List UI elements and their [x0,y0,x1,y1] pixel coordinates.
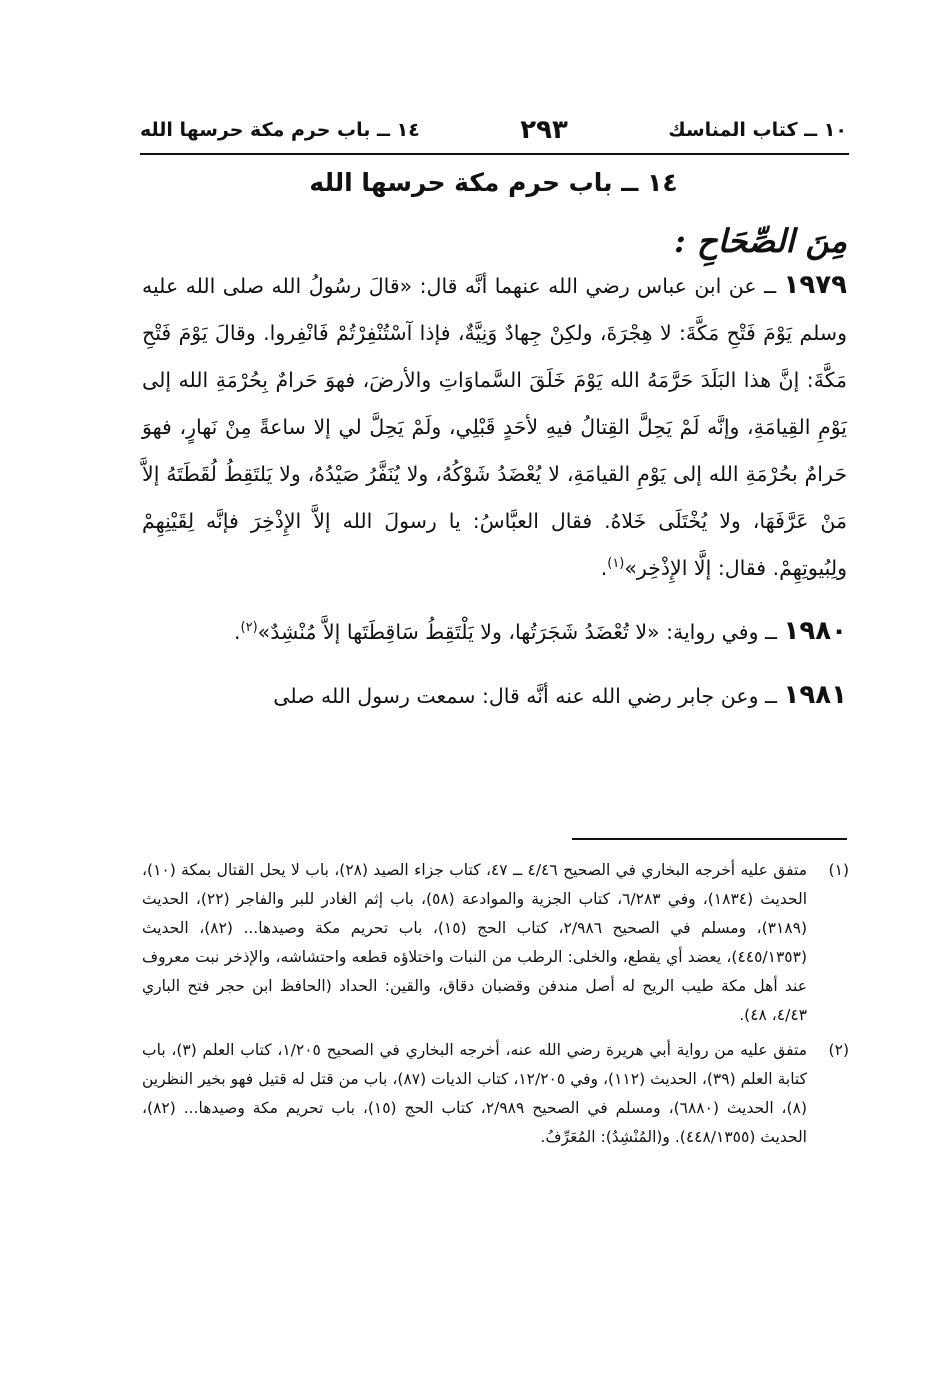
footnote-divider [572,838,847,840]
hadith-tail: . [600,556,608,580]
hadith-number: ١٩٨١ [783,680,847,710]
footnotes [142,856,849,1158]
chapter-title: ١٤ ــ باب حرم مكة حرسها الله [309,168,678,197]
footnote [142,856,849,1030]
hadith-text: ــ عن ابن عباس رضي الله عنهما أنَّه قال: «قالَ رسُولُ الله صلى الله عليه وسلم يَوْمَ فَتْحِ مَكَّةَ: لا هِجْرَةَ، ولكِنْ جِهادٌ وَنِيَّةٌ، فإذا آسْتُنْفِرْتُمْ فَانْفِروا. وقالَ يَوْمَ فَتْحِ مَكَّةَ: إنَّ هذا البَلَدَ حَرَّمَهُ الله يَوْمَ خَلَقَ السَّماوَاتِ والأرضَ، فهوَ حَرامٌ بِحُرْمَةِ الله إلى يَوْمِ القِيامَةِ، وإنَّه لَمْ يَحِلَّ القِتالُ فيهِ لأحَدٍ قَبْلِي، ولَمْ يَحِلَّ لي إلا ساعةً مِنْ نَهارٍ، فهوَ حَرامٌ بحُرْمَةِ الله إلى يَوْمِ القيامَةِ، لا يُعْضَدُ شَوْكُهُ، ولا يُنَفَّرُ صَيْدُهُ، ولا يَلتَقِطُ لُقَطَتَهُ إلاَّ مَنْ عَرَّفَهَا، ولا يُخْتَلَى خَلاهُ. فقال العبَّاسُ: يا رسولَ الله إلاَّ الإِذْخِرَ فإنَّه لِقَيْنِهِمْ ولِبُيوتِهِمْ. فقال: إلَّا الإِذْخِر» [142,274,847,580]
section-label: مِنَ الصِّحَاحِ : [673,222,847,260]
header-divider [140,153,849,155]
hadith-text: ــ وفي رواية: «لا تُعْضَدُ شَجَرَتُها، ولا يَلْتَقِطُ سَاقِطَتَها إلاَّ مُنْشِدٌ» [257,620,784,644]
footnote-mark: (٢) [828,1041,849,1059]
hadith-tail: . [234,620,241,644]
footnote-mark: (١) [828,861,849,879]
footnote-ref: (٢) [240,620,258,636]
running-header [140,110,847,150]
header-chapter-title: ١٤ ــ باب حرم مكة حرسها الله [140,119,420,141]
footnote-text: متفق عليه أخرجه البخاري في الصحيح ٤/٤٦ ــ ٤٧، كتاب جزاء الصيد (٢٨)، باب لا يحل القتال بمكة (١٠)، الحديث (١٨٣٤)، وفي ٦/٢٨٣، كتاب الجزية والموادعة (٥٨)، باب إثم الغادر للبر والفاجر (٢٢)، الحديث (٣١٨٩)، ومسلم في الصحيح ٢/٩٨٦، كتاب الحج (١٥)، باب تحريم مكة وصيدها... (٨٢)، الحديث (٤٤٥/١٣٥٣)، يعضد أي يقطع، والخلى: الرطب من النبات واختلاؤه قطعه واحتشاشه، والإذخر نبت معروف عند أهل مكة طيب الريح له أصل مندفن وقضبان دقاق، والقين: الحداد (الحافظ ابن حجر فتح الباري ٤/٤٣، ٤٨). [142,861,808,1024]
footnote [142,1036,849,1152]
header-book-title: ١٠ ــ كتاب المناسك [668,119,847,141]
main-text [142,262,847,736]
hadith-paragraph [142,262,847,592]
footnote-text: متفق عليه من رواية أبي هريرة رضي الله عنه، أخرجه البخاري في الصحيح ١/٢٠٥، كتاب العلم (٣)، باب كتابة العلم (٣٩)، الحديث (١١٢)، وفي ١٢/٢٠٥، كتاب الديات (٨٧)، باب من قتل له قتيل فهو بخير النظرين (٨)، الحديث (٦٨٨٠)، ومسلم في الصحيح ٢/٩٨٩، كتاب الحج (١٥)، باب تحريم مكة وصيدها... (٨٢)، الحديث (٤٤٨/١٣٥٥). و(المُنْشِدُ): المُعَرِّفُ. [142,1041,807,1146]
hadith-number: ١٩٧٩ [783,270,847,300]
hadith-paragraph [142,608,847,656]
hadith-paragraph [142,672,847,720]
hadith-text: ــ وعن جابر رضي الله عنه أنَّه قال: سمعت رسول الله صلى [273,684,784,708]
footnote-ref: (١) [607,556,625,572]
page-number: ٢٩٣ [520,115,568,145]
hadith-number: ١٩٨٠ [783,616,847,646]
